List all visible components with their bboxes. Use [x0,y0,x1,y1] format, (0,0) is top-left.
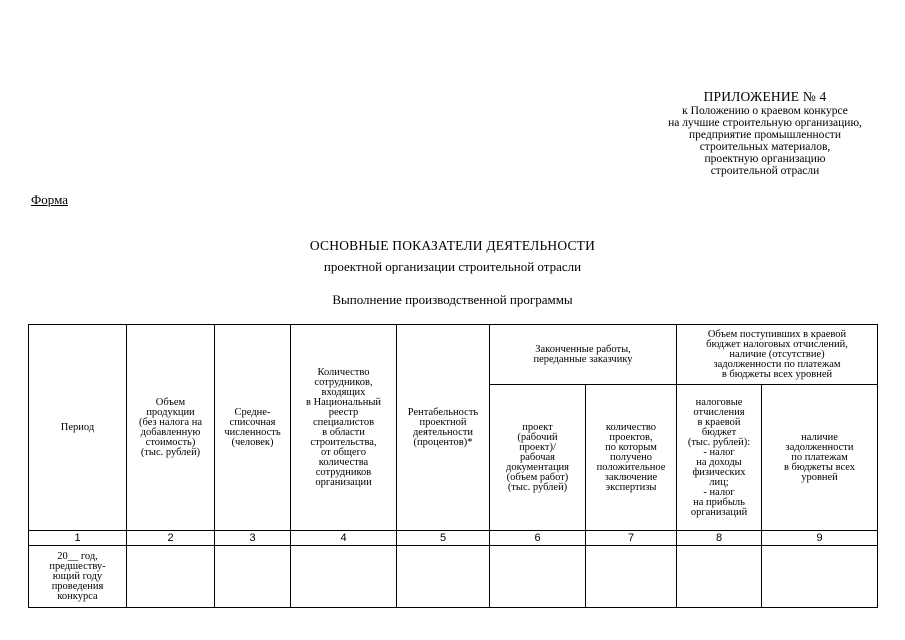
appendix-line: предприятие промышленности [689,129,841,141]
section-title: Выполнение производственной программы [332,292,573,307]
table-cell [490,546,586,608]
appendix-line: проектную организацию [704,153,826,165]
column-number: 8 [677,531,762,546]
header-projects-count: количество проектов, по которым получено положительное заключение экспертизы [586,385,677,531]
column-number: 3 [215,531,291,546]
column-number: 4 [291,531,397,546]
table-cell [762,546,878,608]
table-cell [677,546,762,608]
column-number: 6 [490,531,586,546]
header-profitability: Рентабельность проектной деятельности (процентов)* [397,325,490,531]
header-tax-group: Объем поступивших в краевой бюджет налоговых отчислений, наличие (отсутствие) задолженности по платежам в бюджеты всех уровней [677,325,878,385]
column-number: 9 [762,531,878,546]
appendix-line: строительной отрасли [710,165,820,177]
appendix-line: строительных материалов, [699,141,831,153]
header-debt: наличие задолженности по платежам в бюджеты всех уровней [762,385,878,531]
column-number: 5 [397,531,490,546]
appendix-line: на лучшие строительную организацию, [668,117,862,129]
row-period: 20__ год, предшеству- ющий году проведения конкурса [29,546,127,608]
column-number: 2 [127,531,215,546]
form-label: Форма [31,192,68,207]
header-tax-deductions: налоговые отчисления в краевой бюджет (тыс. рублей): - налог на доходы физических лиц; - налог на прибыль организаций [677,385,762,531]
appendix-block [640,89,890,177]
table-cell [397,546,490,608]
header-period: Период [29,325,127,531]
header-headcount: Средне- списочная численность (человек) [215,325,291,531]
table-cell [215,546,291,608]
appendix-title: ПРИЛОЖЕНИЕ № 4 [703,89,827,104]
column-number: 1 [29,531,127,546]
indicators-table [28,324,878,608]
table-cell [291,546,397,608]
header-employees: Количество сотрудников, входящих в Национальный реестр специалистов в области строительства, от общего количества сотрудников организации [291,325,397,531]
header-completed-works: Законченные работы, переданные заказчику [490,325,677,385]
header-volume: Объем продукции (без налога на добавленную стоимость) (тыс. рублей) [127,325,215,531]
table-row [29,546,878,608]
document-title: ОСНОВНЫЕ ПОКАЗАТЕЛИ ДЕЯТЕЛЬНОСТИ [309,238,596,253]
column-number: 7 [586,531,677,546]
appendix-line: к Положению о краевом конкурсе [682,105,848,117]
table-cell [127,546,215,608]
document-subtitle: проектной организации строительной отрасли [323,259,582,274]
table-cell [586,546,677,608]
header-project-docs: проект (рабочий проект)/ рабочая документация (объем работ) (тыс. рублей) [490,385,586,531]
